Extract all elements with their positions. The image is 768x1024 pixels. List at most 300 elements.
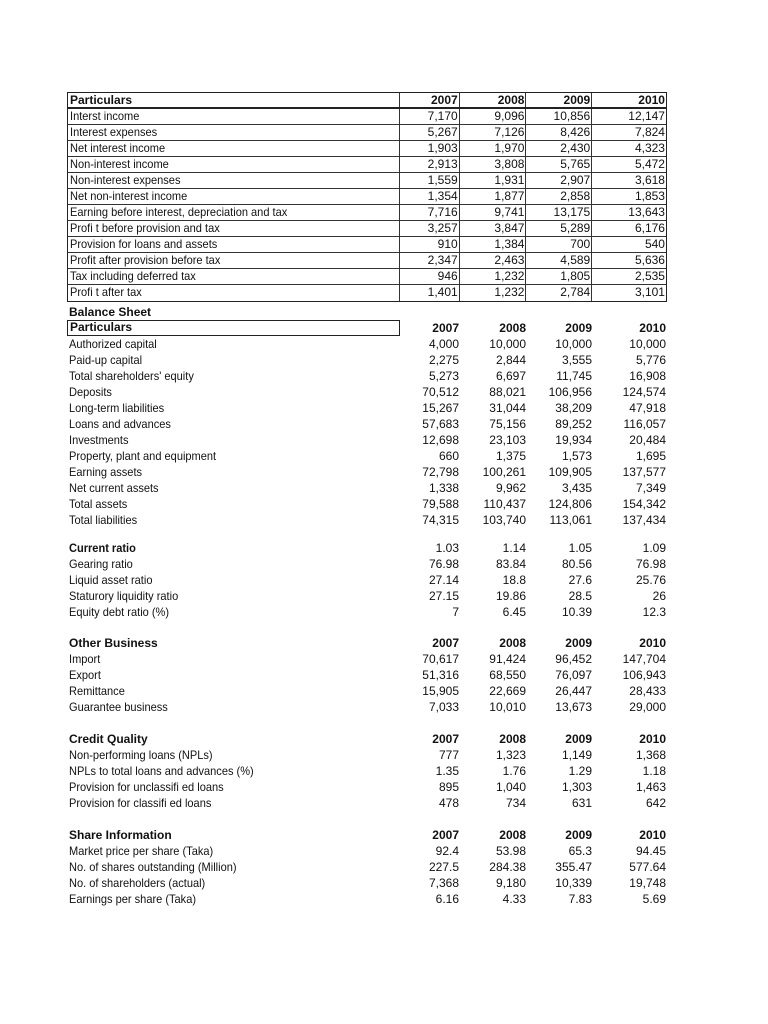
table-row [67, 572, 667, 588]
value-cell: 137,577 [622, 465, 666, 479]
value-cell: 137,434 [622, 513, 666, 527]
row-label-text: Provision for loans and assets [70, 237, 218, 251]
table-row [67, 859, 667, 875]
value-cell: 51,316 [422, 668, 459, 682]
table-row [68, 141, 666, 157]
row-label-text: Net interest income [70, 141, 166, 155]
table-row [67, 795, 667, 811]
row-label-text: Guarantee business [69, 700, 168, 714]
header-label: Share Information [69, 828, 172, 842]
value-cell: 96,452 [555, 652, 592, 666]
value-cell: 20,484 [629, 433, 666, 447]
row-label-text: Net current assets [69, 481, 159, 495]
value-cell: 1,573 [561, 449, 592, 463]
value-cell: 91,424 [489, 652, 526, 666]
value-cell: 355.47 [555, 860, 592, 874]
year-header-2007: 2007 [432, 732, 459, 746]
row-label-text: No. of shares outstanding (Million) [69, 860, 237, 874]
row-label-text: Non-interest expenses [70, 173, 181, 187]
row-label [67, 384, 400, 400]
value-cell: 65.3 [568, 844, 592, 858]
row-label [67, 763, 400, 779]
value-cell: 1.18 [642, 764, 666, 778]
table-row [67, 843, 667, 859]
value-cell: 2,784 [526, 285, 592, 301]
table-row [68, 205, 666, 221]
row-label [67, 556, 400, 572]
value-cell: 3,435 [561, 481, 592, 495]
value-cell: 540 [644, 237, 665, 251]
table-row [67, 556, 667, 572]
value-cell: 1,695 [635, 449, 666, 463]
table-row [67, 747, 667, 763]
value-cell: 1,463 [635, 780, 666, 794]
row-label [67, 432, 400, 448]
year-header-2008: 2008 [499, 321, 526, 335]
value-cell: 4,589 [526, 253, 592, 268]
table-row [67, 416, 667, 432]
table-row [68, 237, 666, 253]
table-header-row [68, 93, 666, 109]
value-cell: 3,808 [460, 157, 527, 172]
year-header-2007: 2007 [432, 828, 459, 842]
value-cell: 10,856 [526, 109, 592, 124]
value-cell: 25.76 [635, 573, 666, 587]
row-label [67, 779, 400, 795]
year-header-2010: 2010 [639, 321, 666, 335]
value-cell: 110,437 [483, 497, 526, 511]
value-cell: 154,342 [622, 497, 666, 511]
table-row [67, 875, 667, 891]
table-row [67, 588, 667, 604]
value-cell: 5,289 [526, 221, 592, 236]
row-label [68, 141, 400, 156]
value-cell: 9,962 [495, 481, 526, 495]
table-row [67, 512, 667, 528]
table-row [68, 189, 666, 205]
table-row [67, 699, 667, 715]
value-cell: 5,472 [634, 157, 665, 171]
value-cell: 7,126 [460, 125, 527, 140]
value-cell: 1,559 [400, 173, 460, 188]
value-cell: 631 [571, 796, 592, 810]
value-cell: 1.35 [435, 764, 459, 778]
row-label [68, 125, 400, 140]
value-cell: 13,643 [628, 205, 665, 219]
table-header-row [67, 827, 667, 843]
value-cell: 28,433 [629, 684, 666, 698]
row-label [67, 875, 400, 891]
value-cell: 70,512 [422, 385, 459, 399]
row-label-text: Profit after provision before tax [70, 253, 221, 267]
table-header-row [67, 635, 667, 651]
row-label [67, 496, 400, 512]
table-row [67, 480, 667, 496]
value-cell: 100,261 [482, 465, 526, 479]
value-cell: 5,273 [428, 369, 459, 383]
credit-quality-table [67, 731, 667, 811]
row-label [67, 683, 400, 699]
value-cell: 76.98 [428, 557, 459, 571]
value-cell: 6,697 [495, 369, 526, 383]
value-cell: 75,156 [489, 417, 526, 431]
value-cell: 124,806 [548, 497, 592, 511]
row-label [67, 368, 400, 384]
value-cell: 7,824 [634, 125, 665, 139]
row-label-text: Paid-up capital [69, 353, 143, 367]
value-cell: 7,716 [400, 205, 460, 220]
value-cell: 1,384 [460, 237, 527, 252]
header-label: Credit Quality [69, 732, 148, 746]
year-header-2009: 2009 [565, 636, 592, 650]
value-cell: 31,044 [489, 401, 526, 415]
value-cell: 6,176 [634, 221, 665, 235]
value-cell: 80.56 [561, 557, 592, 571]
value-cell: 27.15 [428, 589, 459, 603]
value-cell: 7,033 [428, 700, 459, 714]
value-cell: 7 [452, 605, 459, 619]
value-cell: 109,905 [548, 465, 592, 479]
row-label [67, 572, 400, 588]
year-header-2009: 2009 [565, 321, 592, 335]
value-cell: 1,970 [460, 141, 527, 156]
year-header-2010: 2010 [638, 93, 665, 107]
value-cell: 1.03 [435, 541, 459, 555]
table-header-row [67, 320, 667, 336]
ratios-table [67, 540, 667, 620]
value-cell: 700 [526, 237, 592, 252]
row-label-text: Authorized capital [69, 337, 157, 351]
value-cell: 10,000 [489, 337, 526, 351]
value-cell: 7.83 [568, 892, 592, 906]
value-cell: 2,275 [428, 353, 459, 367]
value-cell: 1,303 [561, 780, 592, 794]
value-cell: 83.84 [495, 557, 526, 571]
value-cell: 3,618 [634, 173, 665, 187]
table-row [67, 667, 667, 683]
value-cell: 16,908 [629, 369, 666, 383]
value-cell: 1,323 [495, 748, 526, 762]
value-cell: 2,907 [526, 173, 592, 188]
row-label-text: Non-performing loans (NPLs) [69, 748, 213, 762]
row-label [67, 512, 400, 528]
row-label [67, 400, 400, 416]
value-cell: 47,918 [629, 401, 666, 415]
value-cell: 3,101 [634, 285, 665, 299]
value-cell: 7,349 [635, 481, 666, 495]
value-cell: 76,097 [555, 668, 592, 682]
value-cell: 106,943 [622, 668, 666, 682]
value-cell: 5,267 [400, 125, 460, 140]
value-cell: 92.4 [435, 844, 459, 858]
value-cell: 88,021 [489, 385, 526, 399]
header-label: Particulars [68, 93, 400, 107]
row-label [67, 747, 400, 763]
row-label [67, 843, 400, 859]
row-label-text: Liquid asset ratio [69, 573, 153, 587]
value-cell: 19.86 [495, 589, 526, 603]
year-header-2008: 2008 [499, 636, 526, 650]
value-cell: 1,401 [400, 285, 460, 301]
value-cell: 19,934 [555, 433, 592, 447]
table-row [68, 109, 666, 125]
table-row [67, 763, 667, 779]
row-label [68, 189, 400, 204]
row-label-text: Current ratio [69, 541, 136, 555]
value-cell: 895 [438, 780, 459, 794]
row-label [67, 667, 400, 683]
row-label-text: Profi t before provision and tax [70, 221, 220, 235]
value-cell: 94.45 [635, 844, 666, 858]
row-label [68, 173, 400, 188]
value-cell: 2,535 [634, 269, 665, 283]
table-row [67, 540, 667, 556]
balance-sheet-table [67, 320, 667, 528]
value-cell: 18.8 [502, 573, 526, 587]
value-cell: 642 [645, 796, 666, 810]
value-cell: 124,574 [622, 385, 666, 399]
value-cell: 2,858 [526, 189, 592, 204]
row-label-text: Staturory liquidity ratio [69, 589, 179, 603]
row-label-text: Provision for unclassifi ed loans [69, 780, 224, 794]
row-label [67, 352, 400, 368]
value-cell: 27.6 [568, 573, 592, 587]
year-header-2008: 2008 [499, 828, 526, 842]
value-cell: 2,463 [460, 253, 527, 268]
value-cell: 1.29 [568, 764, 592, 778]
row-label-text: Earning assets [69, 465, 143, 479]
table-row [67, 464, 667, 480]
year-header-2009: 2009 [526, 93, 592, 107]
value-cell: 5,765 [526, 157, 592, 172]
table-row [67, 604, 667, 620]
row-label-text: Profi t after tax [70, 285, 142, 299]
row-label-text: Net non-interest income [70, 189, 188, 203]
value-cell: 734 [505, 796, 526, 810]
row-label [67, 480, 400, 496]
share-information-table [67, 827, 667, 907]
row-label [67, 795, 400, 811]
value-cell: 12,698 [422, 433, 459, 447]
value-cell: 4.33 [502, 892, 526, 906]
value-cell: 2,844 [495, 353, 526, 367]
value-cell: 11,745 [556, 369, 592, 383]
row-label [68, 269, 400, 284]
value-cell: 577.64 [629, 860, 666, 874]
value-cell: 1,805 [526, 269, 592, 284]
row-label [67, 891, 400, 907]
value-cell: 1,368 [635, 748, 666, 762]
table-row [67, 891, 667, 907]
row-label-text: Property, plant and equipment [69, 449, 217, 463]
table-row [67, 384, 667, 400]
value-cell: 1,040 [495, 780, 526, 794]
year-header-2009: 2009 [565, 828, 592, 842]
value-cell: 1,853 [634, 189, 665, 203]
table-header-row [67, 731, 667, 747]
value-cell: 79,588 [422, 497, 459, 511]
year-header-2010: 2010 [639, 732, 666, 746]
row-label-text: Provision for classifi ed loans [69, 796, 212, 810]
row-label [68, 221, 400, 236]
row-label [68, 205, 400, 220]
value-cell: 478 [438, 796, 459, 810]
row-label-text: Export [69, 668, 101, 682]
value-cell: 946 [400, 269, 460, 284]
year-header-2008: 2008 [460, 93, 527, 107]
row-label-text: NPLs to total loans and advances (%) [69, 764, 254, 778]
table-row [67, 368, 667, 384]
value-cell: 10,000 [629, 337, 666, 351]
other-business-table [67, 635, 667, 715]
row-label-text: Earning before interest, depreciation and tax [70, 205, 288, 219]
value-cell: 2,347 [400, 253, 460, 268]
value-cell: 4,000 [428, 337, 459, 351]
value-cell: 5,636 [634, 253, 665, 267]
value-cell: 3,555 [561, 353, 592, 367]
value-cell: 1.76 [502, 764, 526, 778]
table-row [67, 400, 667, 416]
row-label-text: Interest expenses [70, 125, 158, 139]
value-cell: 6.16 [435, 892, 459, 906]
row-label [68, 285, 400, 301]
value-cell: 227.5 [428, 860, 459, 874]
value-cell: 27.14 [428, 573, 459, 587]
value-cell: 5,776 [635, 353, 666, 367]
value-cell: 3,257 [400, 221, 460, 236]
row-label-text: Gearing ratio [69, 557, 133, 571]
row-label [67, 336, 400, 352]
value-cell: 57,683 [422, 417, 459, 431]
table-row [67, 779, 667, 795]
value-cell: 15,267 [422, 401, 459, 415]
value-cell: 1.05 [568, 541, 592, 555]
row-label-text: Loans and advances [69, 417, 171, 431]
value-cell: 103,740 [482, 513, 526, 527]
value-cell: 8,426 [526, 125, 592, 140]
value-cell: 9,096 [460, 109, 527, 124]
table-row [68, 269, 666, 285]
value-cell: 10.39 [561, 605, 592, 619]
value-cell: 910 [400, 237, 460, 252]
table-row [67, 448, 667, 464]
value-cell: 22,669 [489, 684, 526, 698]
row-label-text: Remittance [69, 684, 125, 698]
row-label-text: Total shareholders' equity [69, 369, 194, 383]
row-label-text: Import [69, 652, 101, 666]
value-cell: 19,748 [629, 876, 666, 890]
value-cell: 777 [438, 748, 459, 762]
value-cell: 3,847 [460, 221, 527, 236]
row-label [67, 540, 400, 556]
value-cell: 9,180 [495, 876, 526, 890]
row-label-text: Investments [69, 433, 129, 447]
row-label-text: Equity debt ratio (%) [69, 605, 170, 619]
value-cell: 1,903 [400, 141, 460, 156]
table-row [67, 336, 667, 352]
value-cell: 1,232 [460, 285, 527, 301]
row-label [67, 859, 400, 875]
row-label [68, 109, 400, 124]
year-header-2010: 2010 [639, 828, 666, 842]
value-cell: 12,147 [628, 109, 665, 123]
value-cell: 89,252 [555, 417, 592, 431]
row-label [67, 588, 400, 604]
row-label-text: Tax including deferred tax [70, 269, 196, 283]
header-label: Other Business [69, 636, 158, 650]
row-label-text: Total liabilities [69, 513, 138, 527]
value-cell: 1,338 [428, 481, 459, 495]
value-cell: 26 [652, 589, 666, 603]
value-cell: 1,149 [561, 748, 592, 762]
value-cell: 116,057 [623, 417, 666, 431]
balance-sheet-title: Balance Sheet [69, 305, 152, 319]
value-cell: 106,956 [548, 385, 592, 399]
value-cell: 284.38 [489, 860, 526, 874]
value-cell: 12.3 [642, 605, 666, 619]
value-cell: 2,430 [526, 141, 592, 156]
row-label [67, 464, 400, 480]
row-label [68, 157, 400, 172]
table-row [68, 157, 666, 173]
row-label-text: Total assets [69, 497, 128, 511]
value-cell: 53.98 [495, 844, 526, 858]
value-cell: 7,368 [428, 876, 459, 890]
value-cell: 7,170 [400, 109, 460, 124]
value-cell: 1.09 [642, 541, 666, 555]
table-row [68, 125, 666, 141]
row-label [67, 604, 400, 620]
value-cell: 147,704 [622, 652, 666, 666]
value-cell: 76.98 [635, 557, 666, 571]
value-cell: 1.14 [502, 541, 526, 555]
value-cell: 68,550 [489, 668, 526, 682]
table-row [67, 352, 667, 368]
value-cell: 9,741 [460, 205, 527, 220]
value-cell: 660 [438, 449, 459, 463]
year-header-2008: 2008 [499, 732, 526, 746]
value-cell: 5.69 [642, 892, 666, 906]
value-cell: 6.45 [502, 605, 526, 619]
value-cell: 1,931 [460, 173, 527, 188]
table-row [68, 253, 666, 269]
table-row [68, 173, 666, 189]
value-cell: 70,617 [422, 652, 459, 666]
value-cell: 1,232 [460, 269, 527, 284]
value-cell: 10,339 [555, 876, 592, 890]
table-row [67, 651, 667, 667]
row-label [68, 237, 400, 252]
header-label: Particulars [67, 320, 400, 336]
row-label [67, 416, 400, 432]
value-cell: 29,000 [629, 700, 666, 714]
year-header-2010: 2010 [639, 636, 666, 650]
value-cell: 38,209 [555, 401, 592, 415]
row-label [67, 699, 400, 715]
row-label-text: No. of shareholders (actual) [69, 876, 206, 890]
income-statement-table [67, 92, 667, 302]
value-cell: 1,877 [460, 189, 527, 204]
row-label-text: Long-term liabilities [69, 401, 165, 415]
table-row [67, 496, 667, 512]
table-row [68, 285, 666, 301]
row-label [68, 253, 400, 268]
row-label-text: Deposits [69, 385, 112, 399]
row-label-text: Non-interest income [70, 157, 169, 171]
value-cell: 13,673 [555, 700, 592, 714]
year-header-2007: 2007 [400, 93, 460, 107]
row-label [67, 651, 400, 667]
